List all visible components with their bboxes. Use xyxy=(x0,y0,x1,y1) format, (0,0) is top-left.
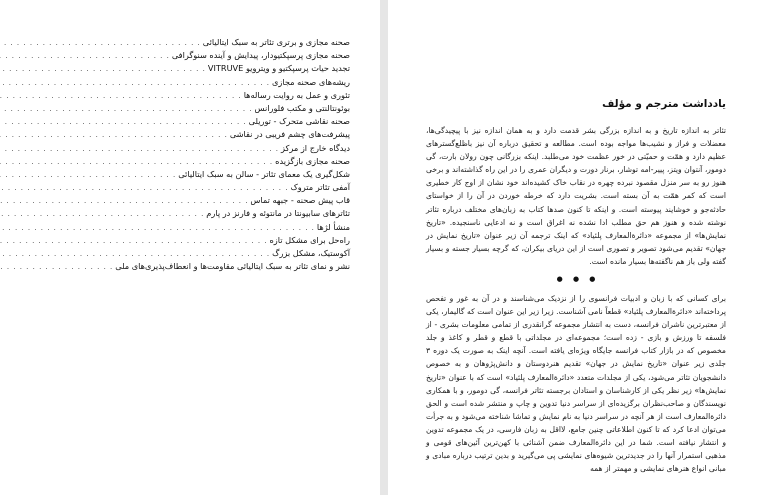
toc-entry-title: پیشرفت‌های چشم فریبی در نقاشی xyxy=(229,129,350,140)
toc-entry-title: دیدگاه خارج از مرکز xyxy=(280,142,350,153)
toc-entry xyxy=(80,89,350,102)
toc-entry-title: آکوستیک، مشکل بزرگ xyxy=(272,248,350,258)
toc-entry-title: تئوری و عمل به روایت رساله‌ها xyxy=(243,89,350,100)
toc-entry xyxy=(80,181,350,194)
toc-leader-dots xyxy=(0,208,204,221)
toc-entry-title: صحنه مجازی و برتری تئاتر به سبک ایتالیائی xyxy=(202,37,350,47)
toc-entry xyxy=(80,155,350,168)
toc-leader-dots xyxy=(0,143,279,156)
toc-leader-dots xyxy=(0,222,315,235)
toc-entry xyxy=(80,76,350,89)
toc-entry xyxy=(80,49,350,62)
toc-entry xyxy=(80,168,350,181)
toc-leader-dots xyxy=(0,129,228,142)
toc-entry-title: نشر و نمای تئاتر به سبک ایتالیائی مقاومت‌ها و انعطاف‌پذیری‌های ملی xyxy=(115,261,350,272)
toc-leader-dots xyxy=(0,182,288,195)
table-of-contents xyxy=(80,36,350,273)
toc-leader-dots xyxy=(0,116,247,129)
toc-entry-title: ریشه‌های صحنه مجازی xyxy=(272,76,350,87)
toc-entry xyxy=(80,128,350,141)
toc-entry xyxy=(80,62,350,75)
preface-paragraph-2: برای کسانی که با زبان و ادبیات فرانسوی را از نزدیک می‌شناسند و در آن به غور و تفحص پرداخته‌اند «دائرةالمعارف پلئیاد» قطعاً نامی آشناست. زیرا زیر این عنوان است که گالیمار، یکی از معتبرترین ناشران فرانسه، دست به انتشار مجموعه گرانقدری از تمامی معلومات بشری - از فلسفه تا ورزش و بازی - زده است؛ مجموعه‌ای در مجلداتی با قطع و قطر و کاغذ و جلد مخصوص که در بازار کتاب فرانسه جایگاه ویژه‌ای یافته است. آنچه اینک به صورت یک دوره ۳ جلدی زیر عنوان «تاریخ نمایش در جهان» تقدیم هنردوستان و دانش‌پژوهان و به خصوص دانشجویان تئاتر می‌شود، یکی از مجلدات متعدد «دائرةالمعارف پلئیاد» است که با عنوان «تاریخ نمایش‌ها» زیر نظر یکی از کارشناسان و استادان برجسته تئاتر فرانسه، گی دومور، و با همکاری نویسندگان و صاحب‌نظران برگزیده‌ای از سراسر دنیا تدوین و چاپ و منتشر شده است و الحق دائرةالمعارف است از هر آنچه در سراسر دنیا به نام نمایش و تماشا شناخته می‌شود و به جرأت می‌توان ادعا کرد که تا کنون اطلاعاتی چنین جامع، لااقل به زبان فارسی، در یک مجموعه تدوین و انتشار نیافته است. شما در این دائرةالمعارف ضمن آشنائی با کهن‌ترین آئین‌های قومی و مذهبی استمرار آنها را در جدیدترین شیوه‌های نمایشی پی می‌گیرید و بدین ترتیب درباره مبادی و مبانی انواع هنرهای نمایشی و مهمتر از همه xyxy=(426,294,726,474)
toc-entry-title: صحنه نقاشی متحرک - توریلی xyxy=(248,116,350,127)
toc-entry xyxy=(80,142,350,155)
left-page xyxy=(0,0,380,495)
toc-entry-title: تئاترهای سابیونتا در مانتوئه و فارنز در پارم xyxy=(206,208,350,219)
toc-entry-title: شکل‌گیری یک معمای تئاتر - سالن به سبک ایتالیائی xyxy=(178,168,350,179)
toc-entry-title: بوئونتالنتی و مکتب فلورانس xyxy=(254,102,350,113)
right-page xyxy=(388,0,768,495)
toc-entry-title: تجدید حیات پرسپکتیو و ویترویو VITRUVE xyxy=(207,63,350,74)
toc-leader-dots xyxy=(0,63,206,76)
toc-entry xyxy=(80,115,350,128)
toc-entry xyxy=(80,194,350,207)
toc-entry xyxy=(80,221,350,234)
toc-entry xyxy=(80,102,350,115)
toc-entry-title: منشأ لژها xyxy=(316,221,350,232)
toc-entry-title: راه‌حل برای مشکل تازه xyxy=(269,234,350,245)
toc-entry xyxy=(80,234,350,247)
toc-leader-dots xyxy=(0,103,253,116)
preface-paragraph-1: تئاتر به اندازه تاریخ و به اندازه بزرگی بشر قدمت دارد و به همان اندازه نیز با پیچیدگی‌ها، معضلات و فراز و نشیب‌ها مواجه بوده است. مطالعه و تحقیق درباره آن نیز با‌ظلع‌گسترهای عظیم دارد و همّت و حمیّتی در خور عظمت خود می‌طلبد. اینکه بزرگانی چون رولان بارت، گی دومور، آنتوان ویتز، پییر-امه توشار، برنار دورت و دیگران عمری را در این راه گذاشته‌اند و برخی هنوز رو به سر منزل مقصود نبرده چهره در نقاب خاک کشیده‌اند خود نشان از اوج کار خطیری است که کمر همّت به آن بسته است. بشریت دارد که خرطه خوردن در آن را از خواستای حادثه‌جو و خوشایند پیوسته است. و اینکه تا کنون صدها کتاب به زبان‌های مختلف درباره تئاتر نوشته شده و هنوز هم حق مطلب ادا نشده نه اغراق است و نه ادعایی ناسنجیده. «تاریخ نمایش‌ها» از مجموعه «دائرةالمعارف پلئیاد» که اینک ترجمه آن زیر عنوان «تاریخ نمایش در جهان» تقدیم می‌شود تصویر و تصوری است از این دریای بیکران، که گرچه بسیار جسته و بسیار گفته ولی باز هم ناگفته‌ها بسیار مانده است. xyxy=(426,126,726,266)
toc-entry xyxy=(80,36,350,49)
section-separator: ● ● ● xyxy=(556,275,600,283)
toc-entry xyxy=(80,247,350,260)
toc-entry-title: صحنه مجازی بازگزیده xyxy=(275,155,350,166)
preface-heading: یادداشت مترجم و مؤلف xyxy=(602,98,726,110)
toc-leader-dots xyxy=(0,77,270,90)
toc-leader-dots xyxy=(0,90,242,103)
toc-leader-dots xyxy=(0,37,201,50)
toc-leader-dots xyxy=(0,235,268,248)
toc-entry-title: قاب پیش صحنه - جبهه تماس xyxy=(250,195,350,206)
toc-leader-dots xyxy=(0,50,170,63)
toc-leader-dots xyxy=(0,261,113,274)
toc-entry-title: صحنه مجازی پرسپکتیودار، پیدایش و آینده سنوگرافی xyxy=(171,50,350,61)
toc-entry-title: آمفی تئاتر متروک xyxy=(290,182,350,193)
toc-entry xyxy=(80,260,350,273)
toc-entry xyxy=(80,207,350,220)
toc-leader-dots xyxy=(0,169,176,182)
